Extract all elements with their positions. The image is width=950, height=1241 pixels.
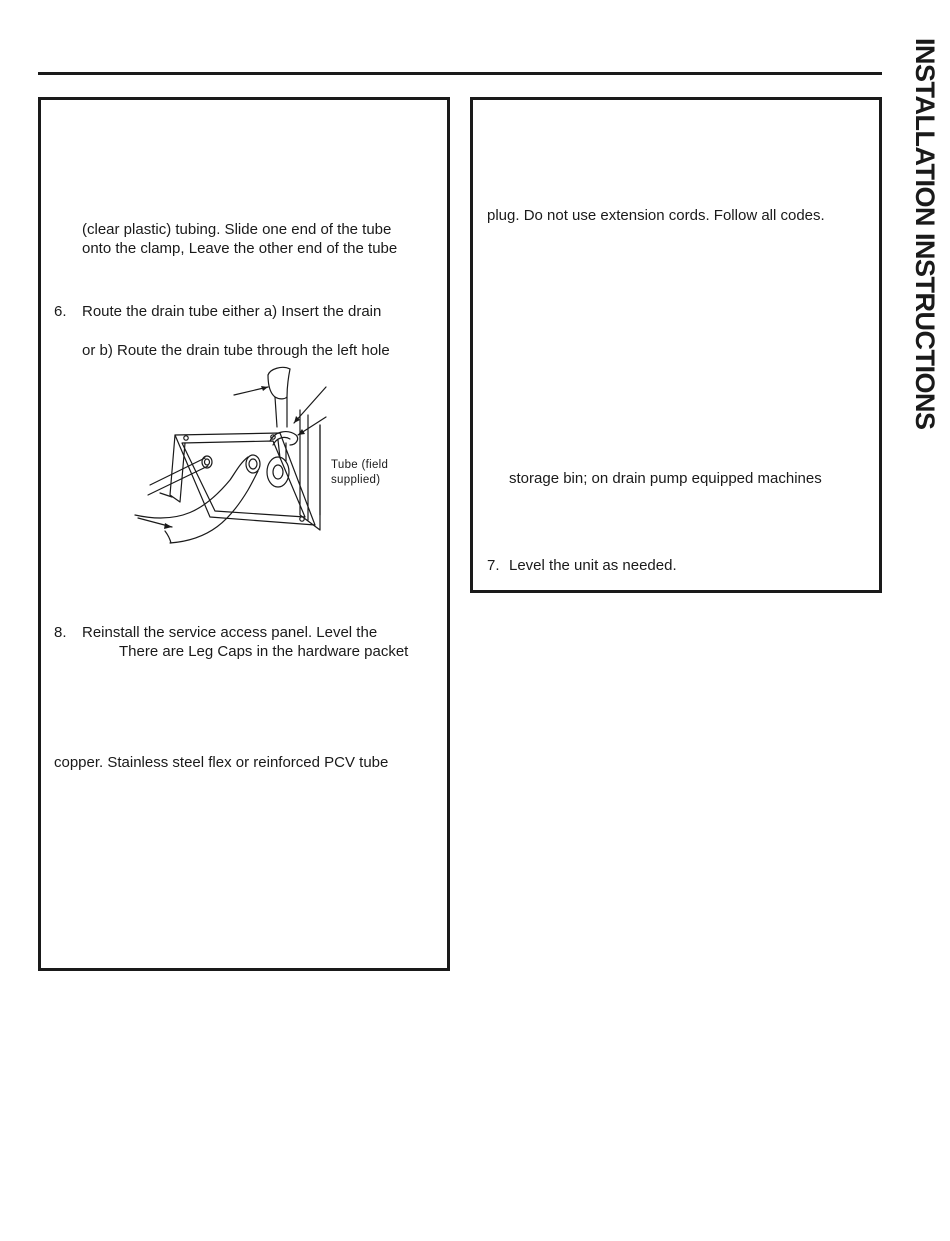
plug-line: plug. Do not use extension cords. Follow all codes. — [487, 207, 825, 224]
step8-line-2: There are Leg Caps in the hardware packet — [119, 643, 409, 660]
step7-text: Level the unit as needed. — [509, 557, 677, 574]
storage-line: storage bin; on drain pump equipped machines — [509, 470, 822, 487]
step8-number: 8. — [54, 624, 67, 641]
left-line-2: onto the clamp, Leave the other end of the tube — [82, 240, 398, 257]
step7-number: 7. — [487, 557, 500, 574]
step6-line-1: Route the drain tube either a) Insert the drain — [82, 303, 382, 320]
right-panel — [470, 97, 882, 593]
header-rule — [38, 72, 882, 75]
left-line-1: (clear plastic) tubing. Slide one end of the tube — [82, 221, 392, 238]
step8-line-1: Reinstall the service access panel. Level the — [82, 624, 378, 641]
step6-number: 6. — [54, 303, 67, 320]
copper-line: copper. Stainless steel flex or reinforced PCV tube — [54, 754, 389, 771]
figure-label-tube: Tube (field supplied) — [331, 459, 389, 486]
step6-line-2: or b) Route the drain tube through the left hole — [82, 342, 390, 359]
side-title: INSTALLATION INSTRUCTIONS — [910, 38, 940, 430]
